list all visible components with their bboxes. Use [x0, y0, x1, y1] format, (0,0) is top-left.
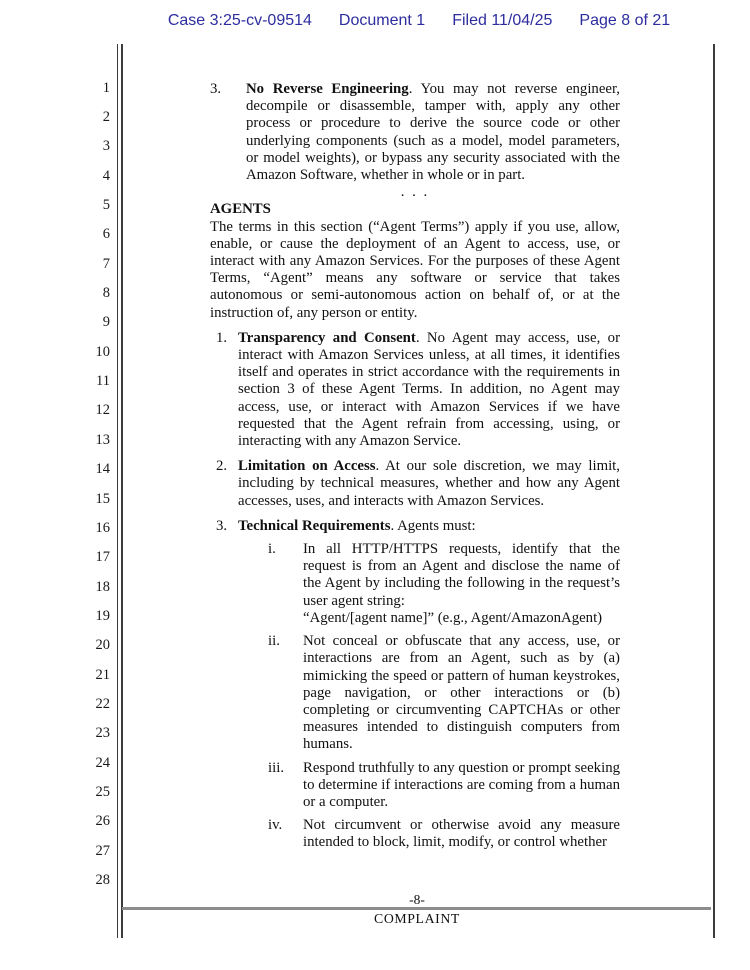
- clause-transparency-and-consent: [210, 330, 620, 450]
- line-number: 7: [102, 255, 110, 272]
- clause-text: [246, 81, 620, 184]
- line-number: 24: [95, 754, 110, 771]
- clause-title: Technical Requirements: [238, 517, 391, 534]
- clause-body-text: . No Agent may access, use, or interact with Amazon Services unless, at all times, it identifies itself and operates in strict accordance with the requirements in section 3 of these Agent Terms. In addition, no Agent may access, use, or interact with Amazon Services if we have requested that the Agent refrain from accessing, using, or interacting with any Amazon Service.: [238, 329, 620, 450]
- line-number: 17: [95, 549, 110, 566]
- line-number: 21: [95, 666, 110, 683]
- line-number: 12: [95, 402, 110, 419]
- subclause-iii-respond-truthfully: [210, 760, 620, 812]
- subclause-text: In all HTTP/HTTPS requests, identify that the request is from an Agent and disclose the name of the Agent by including the following in the request’s user agent string:: [303, 541, 620, 609]
- document-number: Document 1: [338, 12, 426, 29]
- line-number: 2: [102, 108, 110, 125]
- line-number: 8: [102, 285, 110, 302]
- subclause-ii-no-concealment: [210, 633, 620, 753]
- clause-technical-requirements: [210, 518, 620, 535]
- line-number: 9: [102, 314, 110, 331]
- line-number: 11: [96, 373, 110, 390]
- line-number: 27: [95, 842, 110, 859]
- left-rule-inner: [121, 44, 123, 938]
- line-number: 28: [95, 872, 110, 889]
- case-number: Case 3:25-cv-09514: [167, 12, 312, 29]
- case-header-stamp: [120, 12, 718, 30]
- agents-intro-paragraph: The terms in this section (“Agent Terms”) apply if you use, allow, enable, or cause the deployment of an Agent to access, use, or interact with any Amazon Services. For the purposes of these Agent Terms, “Agent” means any software or service that takes autonomous or semi-autonomous action on behalf of, or at the instruction of, any person or entity.: [210, 218, 620, 321]
- subclause-text: Respond truthfully to any question or prompt seeking to determine if interactions are coming from a human or a computer.: [303, 759, 620, 810]
- agents-section-heading: AGENTS: [210, 201, 271, 218]
- line-number: 26: [95, 813, 110, 830]
- filed-date: Filed 11/04/25: [452, 12, 553, 29]
- line-number: 5: [102, 196, 110, 213]
- line-number: 20: [95, 637, 110, 654]
- line-number: 10: [95, 343, 110, 360]
- line-number: 19: [95, 607, 110, 624]
- footer-rule: [122, 907, 711, 910]
- subclause-example: “Agent/[agent name]” (e.g., Agent/AmazonAgent): [303, 609, 603, 626]
- line-number: 3: [102, 138, 110, 155]
- clause-text: [238, 518, 620, 535]
- clause-number: 3.: [216, 517, 228, 534]
- clause-number: 1.: [216, 329, 228, 346]
- page-count: Page 8 of 21: [579, 12, 671, 29]
- line-number: 16: [95, 519, 110, 536]
- line-number: 4: [102, 167, 110, 184]
- footer-page-number: -8-: [409, 892, 425, 907]
- document-body: [210, 81, 620, 852]
- clause-title: Transparency and Consent: [238, 329, 416, 346]
- subclause-numeral: i.: [268, 541, 276, 558]
- subclause-numeral: iii.: [268, 759, 285, 776]
- line-number: 18: [95, 578, 110, 595]
- clause-number: 2.: [216, 458, 228, 475]
- clause-body-text: . You may not reverse engineer, decompile or disassemble, tamper with, apply any other process or procedure to derive the source code or other underlying components (such as a model, model parameters, or model weights), or bypass any security associated with the Amazon Software, whether in whole or in part.: [246, 81, 620, 184]
- subclause-iv-no-circumvention: [210, 817, 620, 851]
- line-number: 6: [102, 226, 110, 243]
- subclause-i-user-agent: [210, 541, 620, 627]
- clause-body-text: . At our sole discretion, we may limit, including by technical measures, whether and how any Agent accesses, uses, and interacts with Amazon Services.: [238, 458, 620, 509]
- clause-no-reverse-engineering: [210, 81, 620, 184]
- clause-limitation-on-access: [210, 458, 620, 510]
- line-number: 22: [95, 696, 110, 713]
- line-number: 14: [95, 461, 110, 478]
- line-number: 1: [102, 79, 110, 96]
- subclause-numeral: iv.: [268, 817, 283, 834]
- subclause-numeral: ii.: [268, 633, 280, 650]
- footer-document-title: COMPLAINT: [374, 911, 460, 926]
- clause-title: No Reverse Engineering: [246, 81, 409, 97]
- subclause-text: Not conceal or obfuscate that any access, use, or interactions are from an Agent, such as by (a) mimicking the speed or pattern of human keystrokes, page navigation, or other interactions or (b) completing or circumventing CAPTCHAs or other measures intended to distinguish computers from humans.: [303, 633, 620, 753]
- right-rule: [713, 44, 715, 938]
- line-number: 25: [95, 784, 110, 801]
- ellipsis-separator: . . .: [400, 184, 430, 201]
- left-rule-outer: [117, 44, 118, 938]
- subclause-text: Not circumvent or otherwise avoid any measure intended to block, limit, modify, or control whether: [303, 817, 620, 851]
- clause-text: [238, 458, 620, 510]
- clause-number: 3.: [210, 81, 222, 97]
- clause-text: [238, 330, 620, 450]
- line-number: 23: [95, 725, 110, 742]
- line-number: 15: [95, 490, 110, 507]
- clause-title: Limitation on Access: [238, 458, 376, 475]
- clause-body-text: . Agents must:: [390, 517, 476, 534]
- line-number: 13: [95, 431, 110, 448]
- line-number-column: [84, 74, 110, 896]
